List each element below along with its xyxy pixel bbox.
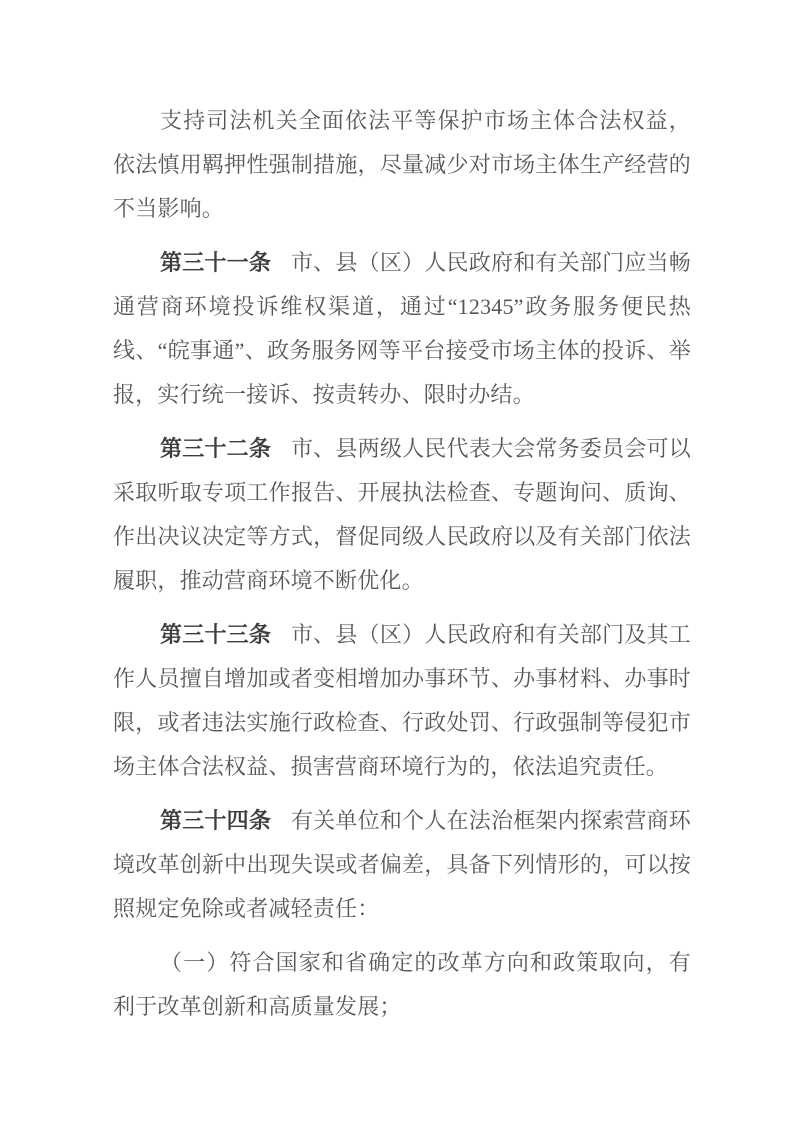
paragraph-list-item-1 (113, 941, 691, 1029)
paragraph-article-32 (113, 427, 691, 603)
article-number: 第三十二条 (160, 436, 272, 461)
article-number: 第三十一条 (160, 250, 272, 275)
paragraph-text: 市、县两级人民代表大会常务委员会可以采取听取专项工作报告、开展执法检查、专题询问、质询、作出决议决定等方式，督促同级人民政府以及有关部门依法履职，推动营商环境不断优化。 (113, 436, 691, 593)
paragraph-text: 有关单位和个人在法治框架内探索营商环境改革创新中出现失误或者偏差，具备下列情形的，可以按照规定免除或者减轻责任： (113, 808, 691, 921)
article-number: 第三十四条 (160, 808, 272, 833)
paragraph-article-31 (113, 241, 691, 417)
paragraph-text: （一）符合国家和省确定的改革方向和政策取向，有利于改革创新和高质量发展； (113, 950, 691, 1019)
paragraph-text: 市、县（区）人民政府和有关部门及其工作人员擅自增加或者变相增加办事环节、办事材料、办事时限，或者违法实施行政检查、行政处罚、行政强制等侵犯市场主体合法权益、损害营商环境行为的，依法追究责任。 (113, 622, 691, 779)
paragraph-text: 市、县（区）人民政府和有关部门应当畅通营商环境投诉维权渠道，通过“12345”政务服务便民热线、“皖事通”、政务服务网等平台接受市场主体的投诉、举报，实行统一接诉、按责转办、限时办结。 (113, 250, 691, 407)
paragraph-text: 支持司法机关全面依法平等保护市场主体合法权益，依法慎用羁押性强制措施，尽量减少对市场主体生产经营的不当影响。 (113, 108, 691, 221)
paragraph (113, 99, 691, 231)
paragraph-article-34 (113, 799, 691, 931)
paragraph-article-33 (113, 613, 691, 789)
article-number: 第三十三条 (160, 622, 272, 647)
